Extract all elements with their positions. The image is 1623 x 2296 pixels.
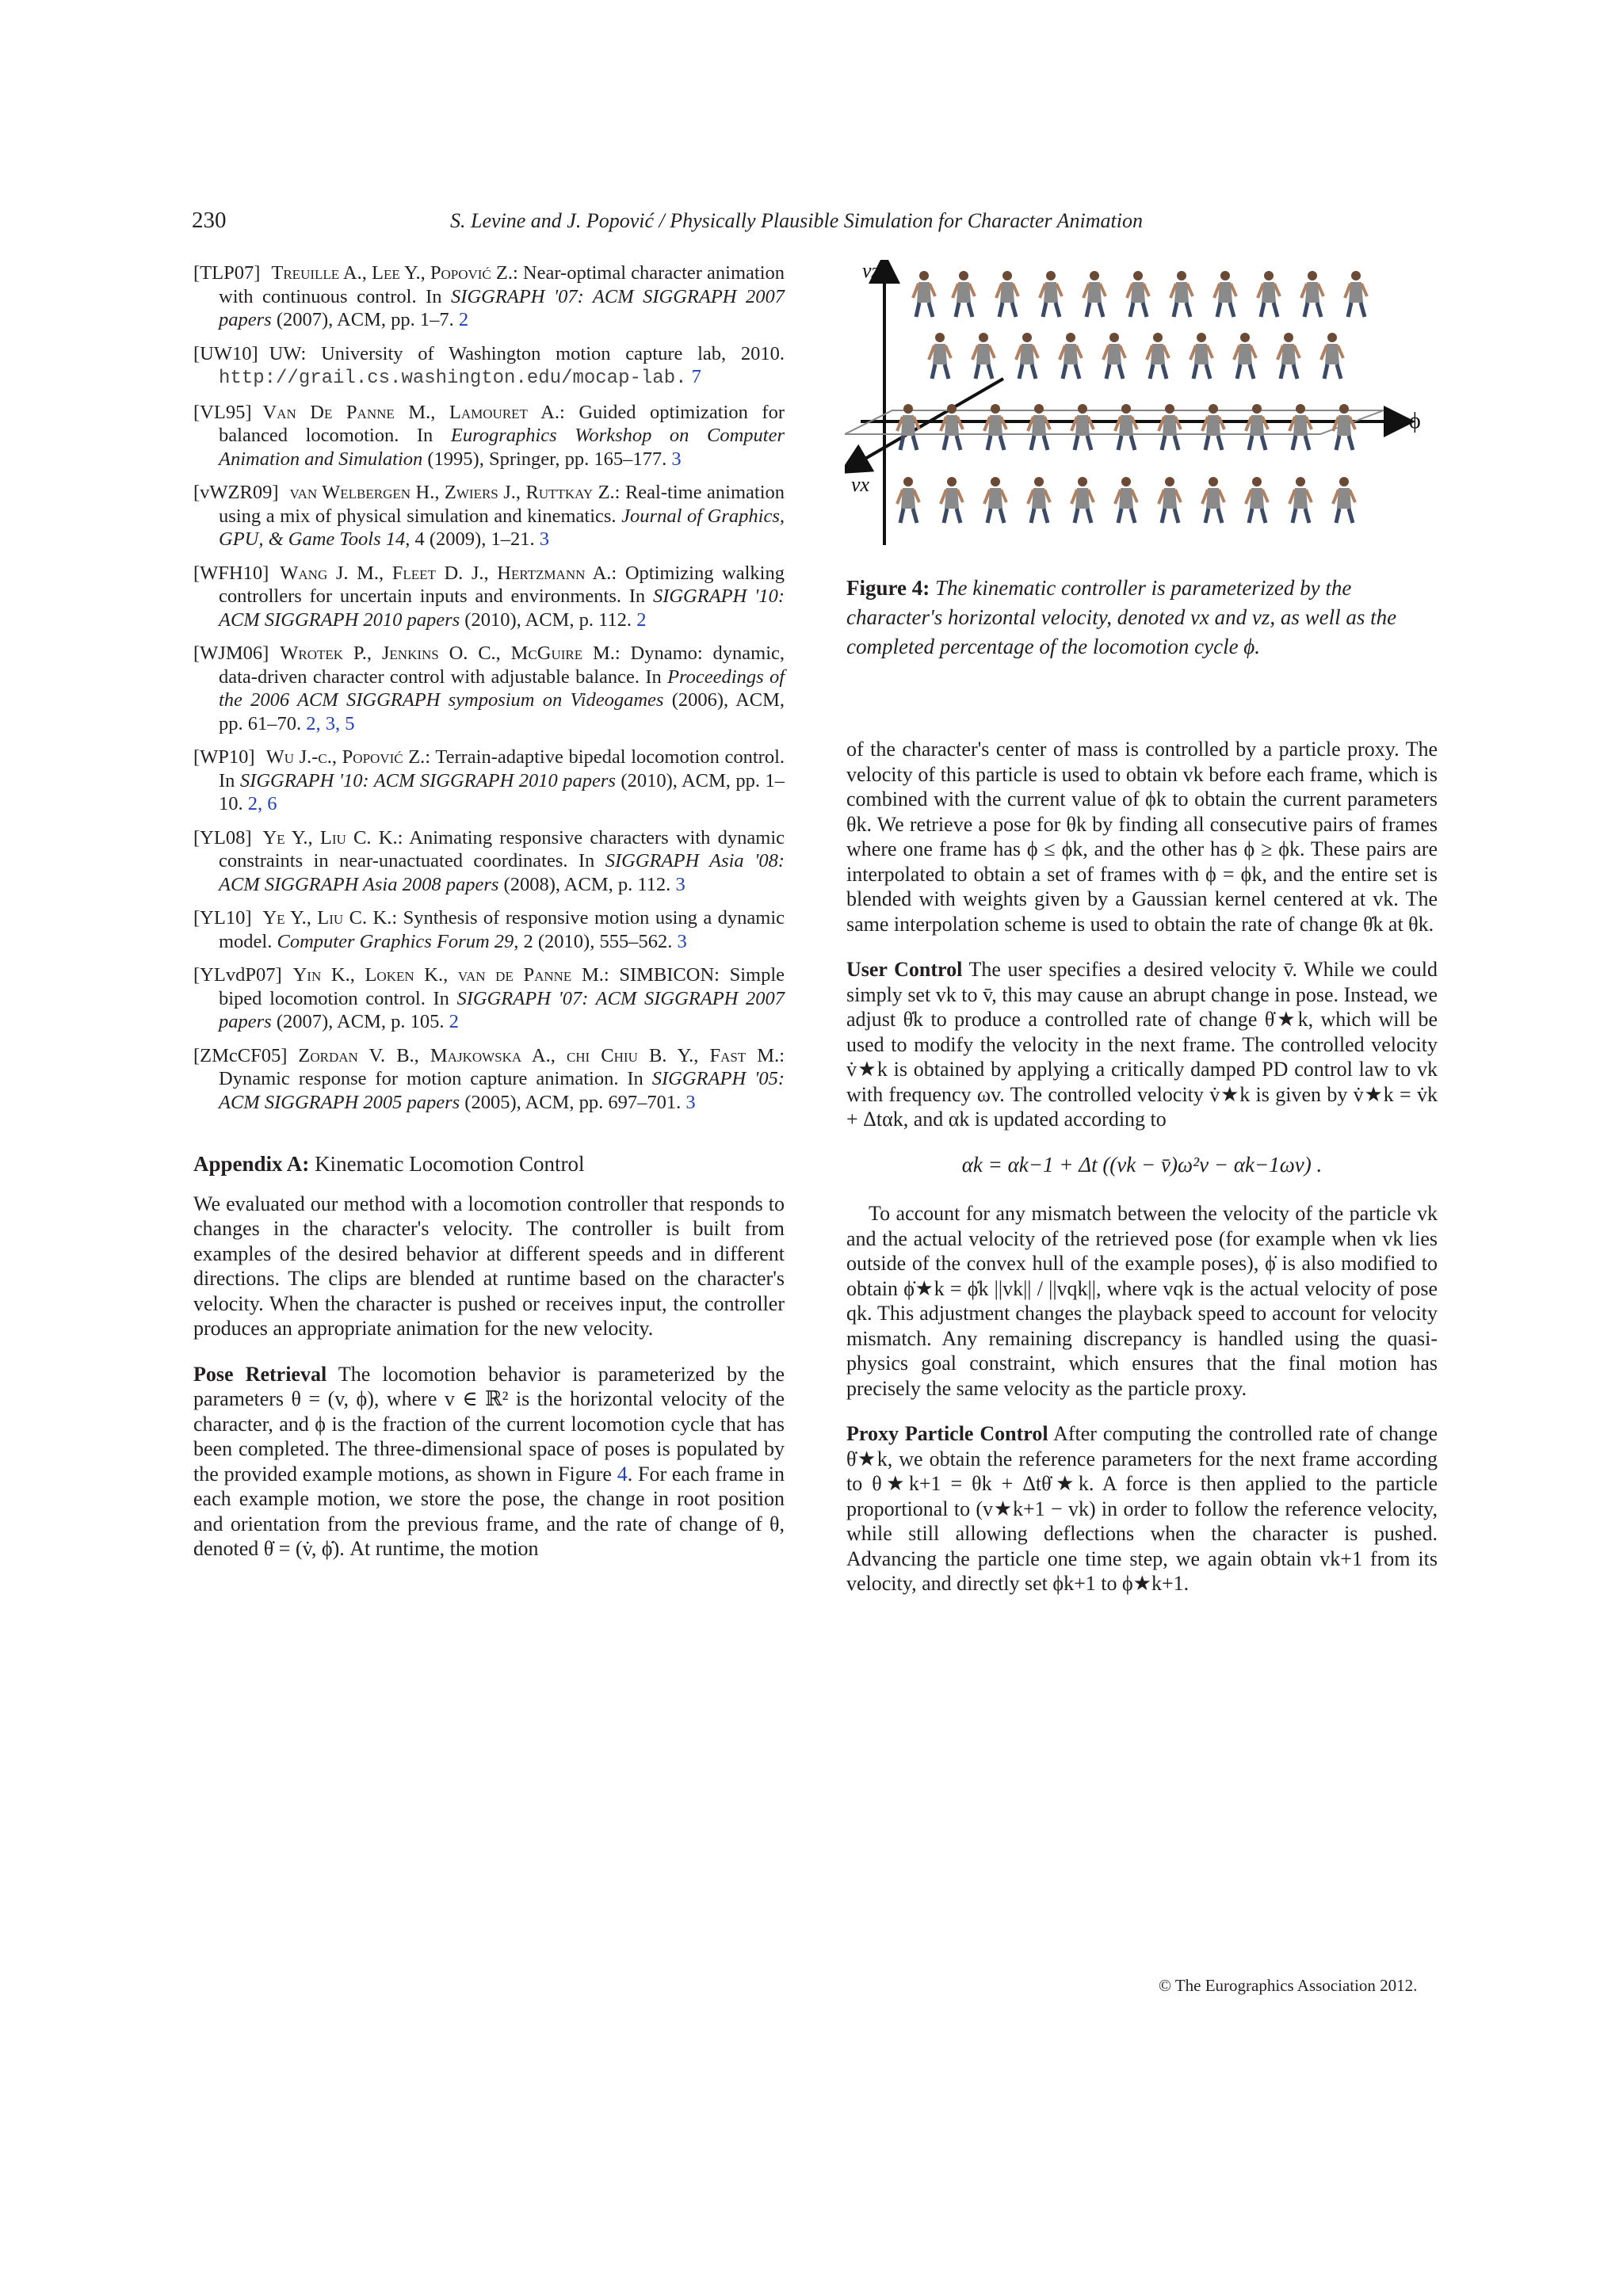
phi-label: ϕ <box>1409 409 1421 433</box>
backref-link[interactable]: 3 <box>539 528 549 550</box>
backref-link[interactable]: 3 <box>685 1091 696 1113</box>
figure-caption: Figure 4: The kinematic controller is parameterized by the character's horizontal velocity, denoted vx and vz, as well as the completed percentage of the locomotion cycle ϕ. <box>846 576 1397 658</box>
page-number: 230 <box>192 208 227 233</box>
vx-label: vx <box>851 473 870 496</box>
reference-item: [WFH10] Wang J. M., Fleet D. J., Hertzmann A.: Optimizing walking controllers for uncertain inputs and environments. In SIGGRAPH '10: ACM SIGGRAPH 2010 papers (2010), ACM, p. 112. 2 <box>193 562 785 631</box>
reference-item: [YLvdP07] Yin K., Loken K., van de Panne M.: SIMBICON: Simple biped locomotion control. In SIGGRAPH '07: ACM SIGGRAPH 2007 papers (2007), ACM, p. 105. 2 <box>193 964 785 1032</box>
backref-link[interactable]: 2 <box>636 608 647 631</box>
reference-item: [vWZR09] van Welbergen H., Zwiers J., Ruttkay Z.: Real-time animation using a mix of physical simulation and kinematics. Journal of Graphics, GPU, & Game Tools 14, 4 (2009), 1–21. 3 <box>193 482 785 550</box>
left-column <box>193 261 785 1582</box>
backref-link[interactable]: 2 <box>449 1011 459 1032</box>
backref-link[interactable]: 3 <box>677 930 687 952</box>
running-title: S. Levine and J. Popović / Physically Plausible Simulation for Character Animation <box>450 209 1144 232</box>
figure-ref-link[interactable]: 4 <box>617 1462 628 1486</box>
vz-label: vz <box>862 260 880 282</box>
figure-diagram <box>845 260 1436 553</box>
backref-link[interactable]: 7 <box>691 366 701 387</box>
backref-link[interactable]: 2, 3, 5 <box>306 712 355 734</box>
backref-link[interactable]: 2 <box>458 309 469 330</box>
mismatch-paragraph: To account for any mismatch between the velocity of the particle vk and the actual velocity of the retrieved pose (for example when vk lies outside of the convex hull of the example poses), ϕ̇ is also modified to obtain ϕ̇★k = ϕ̇k ||vk|| / ||vqk||, where vqk is the actual velocity of pose qk. This adjustment changes the playback speed to account for velocity mismatch. Any remaining discrepancy is handled using the quasi-physics goal constraint, which ensures that the final motion has precisely the same velocity as the particle proxy. <box>846 1202 1438 1400</box>
appendix-intro: We evaluated our method with a locomotion controller that responds to changes in the character's velocity. The controller is built from examples of the desired behavior at different speeds and in different directions. The clips are blended at runtime based on the character's velocity. When the character is pushed or receives input, the controller produces an appropriate animation for the new velocity. <box>193 1192 785 1340</box>
reference-item: [YL10] Ye Y., Liu C. K.: Synthesis of responsive motion using a dynamic model. Computer Graphics Forum 29, 2 (2010), 555–562. 3 <box>193 907 785 952</box>
appendix-heading: Appendix A: Kinematic Locomotion Control <box>193 1152 585 1176</box>
proxy-particle-paragraph: Proxy Particle Control After computing the controlled rate of change θ̇★k, we obtain the reference parameters for the next frame according to θ★k+1 = θk + Δtθ̇★k. A force is then applied to the particle proportional to (v★k+1 − vk) in order to follow the reference velocity, while still allowing deflections when the character is pushed. Advancing the particle one time step, we again obtain vk+1 from its velocity, and directly set ϕk+1 to ϕ★k+1. <box>846 1422 1438 1595</box>
walker-row-top <box>913 271 1367 317</box>
references-list <box>193 261 785 1114</box>
reference-item: [VL95] Van De Panne M., Lamouret A.: Guided optimization for balanced locomotion. In Eurographics Workshop on Computer Animation and Simulation (1995), Springer, pp. 165–177. 3 <box>193 401 785 470</box>
backref-link[interactable]: 3 <box>675 873 685 895</box>
reference-item: [TLP07] Treuille A., Lee Y., Popović Z.: Near-optimal character animation with continuous control. In SIGGRAPH '07: ACM SIGGRAPH 2007 papers (2007), ACM, pp. 1–7. 2 <box>193 262 785 330</box>
backref-link[interactable]: 3 <box>671 448 682 470</box>
reference-item: [YL08] Ye Y., Liu C. K.: Animating responsive characters with dynamic constraints in near-unactuated coordinates. In SIGGRAPH Asia '08: ACM SIGGRAPH Asia 2008 papers (2008), ACM, p. 112. 3 <box>193 826 785 895</box>
walker-row-bottom <box>897 477 1355 523</box>
alpha-update-equation: αk = αk−1 + Δt ((vk − v̄)ω²v − αk−1ωv) . <box>961 1152 1323 1177</box>
figure-4 <box>845 260 1436 553</box>
walker-row-middle-back <box>929 333 1343 379</box>
reference-item: [ZMcCF05] Zordan V. B., Majkowska A., chi Chiu B. Y., Fast M.: Dynamic response for motion capture animation. In SIGGRAPH '05: ACM SIGGRAPH 2005 papers (2005), ACM, pp. 697–701. 3 <box>193 1044 785 1113</box>
backref-link[interactable]: 2, 6 <box>247 793 277 814</box>
pose-retrieval-continued: of the character's center of mass is controlled by a particle proxy. The velocity of this particle is used to obtain vk before each frame, which is combined with the current value of ϕk to obtain the current parameters θk. We retrieve a pose for θk by finding all consecutive pairs of frames where one frame has ϕ ≤ ϕk, and the other has ϕ ≥ ϕk. These pairs are interpolated to obtain a set of frames with ϕ = ϕk, and the entire set is blended with weights given by a Gaussian kernel centered at vk. The same interpolation scheme is used to obtain the rate of change θ̇k at θk. <box>846 738 1438 936</box>
reference-item: [WP10] Wu J.-c., Popović Z.: Terrain-adaptive bipedal locomotion control. In SIGGRAPH '10: ACM SIGGRAPH 2010 papers (2010), ACM, pp. 1–10. 2, 6 <box>193 746 785 814</box>
copyright-notice: © The Eurographics Association 2012. <box>1159 1976 1418 1995</box>
url-link[interactable]: http://grail.cs.washington.edu/mocap-lab. <box>219 368 687 389</box>
reference-item: [WJM06] Wrotek P., Jenkins O. C., McGuire M.: Dynamo: dynamic, data-driven character control with adjustable balance. In Proceedings of the 2006 ACM SIGGRAPH symposium on Videogames (2006), ACM, pp. 61–70. 2, 3, 5 <box>193 643 785 734</box>
right-column <box>846 737 1438 1617</box>
user-control-paragraph: User Control The user specifies a desired velocity v̄. While we could simply set vk to v̄, this may cause an abrupt change in pose. Instead, we adjust θ̇k to produce a controlled rate of change θ̇★k, which will be used to modify the velocity in the next frame. The controlled velocity v̇★k is obtained by applying a critically damped PD control law to vk with frequency ωv. The controlled velocity v̇★k is given by v̇★k = v̇k + Δtαk, and αk is updated according to <box>846 958 1438 1131</box>
reference-item: [UW10] UW: University of Washington motion capture lab, 2010. http://grail.cs.washington.edu/mocap-lab. 7 <box>193 342 785 389</box>
pose-retrieval-paragraph: Pose Retrieval The locomotion behavior is parameterized by the parameters θ = (v, ϕ), where v ∈ ℝ² is the horizontal velocity of the character, and ϕ is the fraction of the current locomotion cycle that has been completed. The three-dimensional space of poses is populated by the provided example motions, as shown in Figure 4. For each frame in each example motion, we store the pose, the change in root position and orientation from the previous frame, and the rate of change of θ, denoted θ̇ = (v̇, ϕ̇). At runtime, the motion <box>193 1362 785 1560</box>
